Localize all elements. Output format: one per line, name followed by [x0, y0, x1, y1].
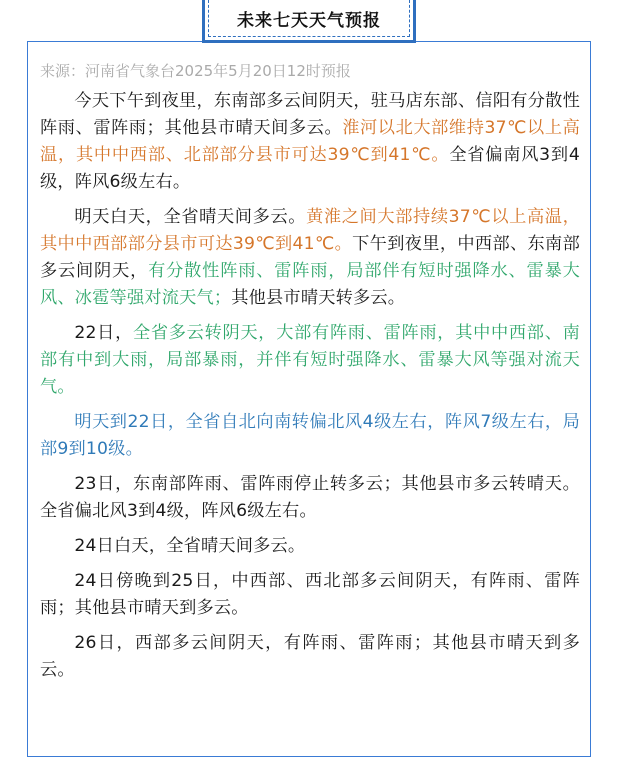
- forecast-paragraph-26: [40, 630, 580, 684]
- text-segment: 今天下午到夜里，东南部多云间阴天，驻马店东部、信阳有分散性阵雨、雷阵雨；其他县市晴天间多云。: [40, 91, 580, 138]
- forecast-content: [40, 58, 580, 692]
- high-temp-highlight: 黄淮之间大部持续37℃以上高温，其中中西部部分县市可达39℃到41℃。: [40, 207, 580, 254]
- text-segment: 23日，东南部阵雨、雷阵雨停止转多云；其他县市多云转晴天。全省偏北风3到4级，阵风6级左右。: [40, 474, 580, 521]
- text-segment: 全省偏南风3到4级，阵风6级左右。: [40, 145, 580, 192]
- source-line: 来源：河南省气象台2025年5月20日12时预报: [40, 62, 351, 80]
- title-tab: [202, 0, 416, 43]
- text-segment: 24日傍晚到25日，中西部、西北部多云间阴天，有阵雨、雷阵雨；其他县市晴天到多云。: [40, 571, 580, 618]
- forecast-paragraph-24-day: [40, 533, 580, 560]
- forecast-paragraph-today: [40, 88, 580, 196]
- text-segment: 明天白天，全省晴天间多云。: [74, 207, 307, 227]
- text-segment: 24日白天，全省晴天间多云。: [74, 536, 306, 556]
- text-segment: 26日，西部多云间阴天，有阵雨、雷阵雨；其他县市晴天到多云。: [40, 633, 580, 680]
- text-segment: 其他县市晴天转多云。: [231, 288, 406, 308]
- forecast-paragraph-23: [40, 471, 580, 525]
- wind-highlight: 明天到22日，全省自北向南转偏北风4级左右，阵风7级左右，局部9到10级。: [40, 412, 580, 459]
- page-title: 未来七天天气预报: [208, 0, 410, 37]
- rain-highlight: 全省多云转阴天，大部有阵雨、雷阵雨，其中中西部、南部有中到大雨，局部暴雨，并伴有短时强降水、雷暴大风等强对流天气。: [40, 323, 580, 397]
- convection-highlight: 有分散性阵雨、雷阵雨，局部伴有短时强降水、雷暴大风、冰雹等强对流天气；: [40, 261, 580, 308]
- high-temp-highlight: 淮河以北大部维持37℃以上高温，其中中西部、北部部分县市可达39℃到41℃。: [40, 118, 580, 165]
- forecast-paragraph-24-25: [40, 568, 580, 622]
- forecast-paragraph-tomorrow: [40, 204, 580, 312]
- forecast-paragraph-22: [40, 320, 580, 401]
- text-segment: 下午到夜里，中西部、东南部多云间阴天，: [40, 234, 580, 281]
- text-segment: 22日，: [74, 323, 133, 343]
- forecast-paragraph-wind: [40, 409, 580, 463]
